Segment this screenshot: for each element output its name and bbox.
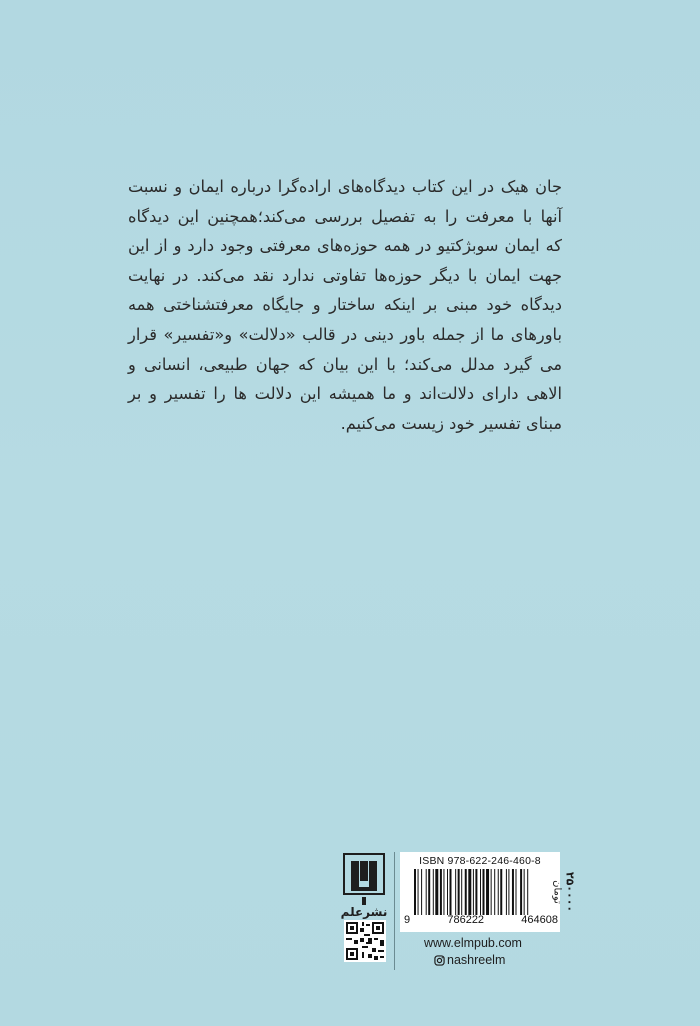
publisher-logo [340, 853, 388, 923]
blurb-line: جهت ایمان با دیگر حوزه‌ها تفاوتی ندارد نقد می‌کند. در نهایت [128, 265, 562, 285]
barcode-digits [404, 914, 558, 926]
blurb-line: آنها با معرفت را به تفصیل بررسی می‌کند؛همچنین این دیدگاه [128, 206, 562, 226]
publisher-name: نشرعلم [340, 905, 388, 919]
instagram-name: nashreelm [447, 953, 506, 967]
price-unit: تومان [551, 880, 563, 904]
price-amount: ۲۵۰۰۰۰ [563, 871, 577, 913]
divider [394, 852, 395, 970]
website-url: www.elmpub.com [424, 936, 522, 950]
blurb-line: که ایمان سوبژکتیو در همه حوزه‌های معرفتی وجود دارد و از این [128, 236, 562, 256]
blurb-line: الاهی دارای دلالت‌اند و ما همیشه این دلالت ها را تفسیر و بر [128, 384, 562, 404]
instagram-handle [434, 953, 505, 967]
blurb-line: می گیرد مدلل می‌کند؛ با این بیان که جهان طبیعی، انسانی و [128, 354, 562, 374]
isbn-number: ISBN 978-622-246-460-8 [419, 855, 541, 867]
isbn-barcode-label [400, 852, 560, 932]
publisher-logo-icon [343, 853, 385, 905]
barcode-digit-group: 786222 [447, 914, 485, 926]
blurb-line: جان هیک در این کتاب دیدگاه‌های اراده‌گرا درباره ایمان و نسبت [128, 177, 562, 196]
barcode-icon [414, 869, 554, 917]
instagram-icon [434, 955, 445, 966]
blurb-text [128, 172, 562, 438]
blurb-line: باورهای ما از جمله باور دینی در قالب «دلالت» و«تفسیر» قرار [128, 324, 562, 344]
barcode-digit-group: 9 [404, 914, 411, 926]
blurb-line: مبنای تفسیر خود زیست می‌کنیم. [340, 413, 562, 433]
barcode-digit-group: 464608 [521, 914, 558, 926]
qr-code-icon [344, 920, 386, 962]
blurb-line: دیدگاه خود مبنی بر اینکه ساختار و جایگاه معرفتشناختی همه [128, 295, 562, 315]
